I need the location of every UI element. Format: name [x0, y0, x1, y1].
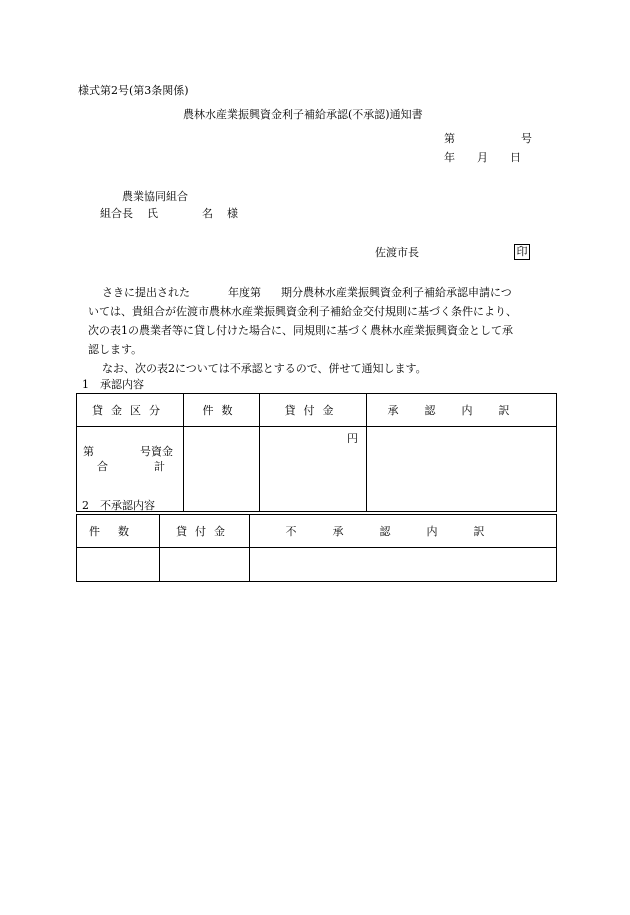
- kind-first: 第: [83, 445, 94, 458]
- section-1-heading: 1 承認内容: [82, 378, 144, 391]
- number-prefix: 第: [444, 132, 455, 145]
- addressee-association: 農業協同組合: [122, 190, 188, 203]
- date-year: 年: [444, 151, 455, 164]
- approval-header-row: [77, 394, 557, 427]
- chief-sama: 様: [227, 207, 238, 220]
- rejection-row: [77, 548, 557, 582]
- col-loan-amount: 貸付金: [160, 515, 250, 548]
- approval-table: [76, 393, 557, 512]
- paragraph-2: [88, 359, 558, 378]
- kind-fourth: 計: [154, 460, 165, 473]
- chief-label: 組合長: [100, 207, 133, 220]
- loan-amount-cell: 円: [260, 427, 367, 512]
- p1-part-c: 期分農林水産業振興資金利子補給承認申請につ: [281, 286, 512, 299]
- document-date: [444, 151, 521, 165]
- chief-shi: 氏: [147, 207, 158, 220]
- col-count: 件数: [77, 515, 160, 548]
- p1-part-b: 年度第: [228, 286, 261, 299]
- col-count: 件数: [184, 394, 260, 427]
- rejection-table: [76, 514, 557, 582]
- col-rejection-breakdown: 不承認内訳: [250, 515, 557, 548]
- chief-mei: 名: [202, 207, 213, 220]
- document-number: [444, 132, 532, 146]
- kind-third: 合: [97, 460, 108, 473]
- rejection-count-cell: [77, 548, 160, 582]
- col-loan-amount: 貸付金: [260, 394, 367, 427]
- sender-mayor: 佐渡市長: [375, 246, 419, 259]
- date-month: 月: [477, 151, 488, 164]
- approval-breakdown-cell: [367, 427, 557, 512]
- rejection-loan-cell: [160, 548, 250, 582]
- rejection-header-row: [77, 515, 557, 548]
- p2-text: なお、次の表2については不承認とするので、併せて通知します。: [102, 362, 427, 375]
- seal-mark: 印: [514, 244, 530, 260]
- kind-second: 号資金: [140, 445, 173, 458]
- document-title: 農林水産業振興資金利子補給承認(不承認)通知書: [183, 108, 423, 121]
- paragraph-1-line-2: いては、貴組合が佐渡市農林水産業振興資金利子補給金交付規則に基づく条件により、: [88, 305, 517, 318]
- number-suffix: 号: [521, 132, 532, 145]
- body-text: [88, 283, 558, 378]
- section-2-heading: 2 不承認内容: [82, 499, 155, 512]
- paragraph-1-line-3: 次の表1の農業者等に貸し付けた場合に、同規則に基づく農林水産業振興資金として承: [88, 324, 513, 337]
- col-approval-breakdown: 承認内訳: [367, 394, 557, 427]
- rejection-breakdown-cell: [250, 548, 557, 582]
- count-cell: [184, 427, 260, 512]
- addressee-chief: [100, 207, 238, 221]
- col-loan-type: 貸金区分: [77, 394, 184, 427]
- paragraph-1-line-4: 認します。: [88, 343, 143, 356]
- date-day: 日: [510, 151, 521, 164]
- paragraph-1: [88, 283, 558, 302]
- form-number: 様式第2号(第3条関係): [78, 84, 189, 97]
- p1-part-a: さきに提出された: [102, 286, 190, 299]
